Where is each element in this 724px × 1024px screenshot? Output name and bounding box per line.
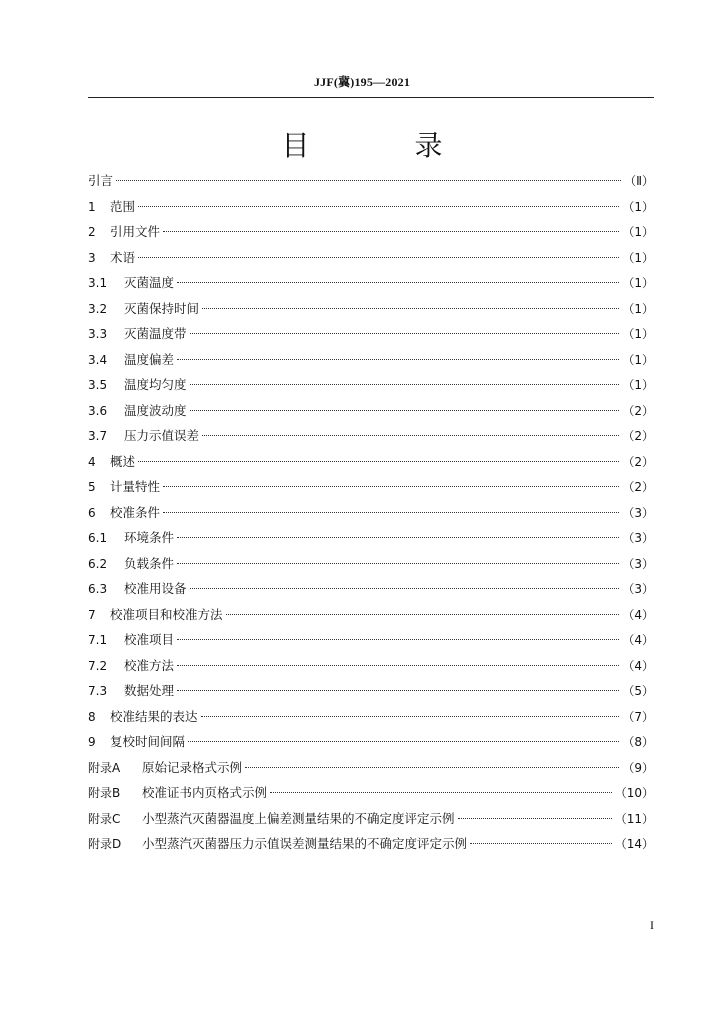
- toc-entry[interactable]: [88, 449, 654, 475]
- toc-entry[interactable]: [88, 729, 654, 755]
- dot-leader: [177, 563, 619, 564]
- dot-leader: [458, 818, 612, 819]
- dot-leader: [177, 639, 619, 640]
- toc-entry-title: 计量特性: [110, 479, 161, 494]
- toc-entry-number: 附录C: [88, 811, 121, 826]
- toc-entry-page: （2）: [622, 454, 654, 469]
- toc-entry-number: 6.3: [88, 582, 108, 596]
- toc-entry-title: 灭菌温度: [124, 275, 175, 290]
- toc-entry-title: 原始记录格式示例: [142, 759, 243, 775]
- toc-entry-page: （7）: [622, 709, 654, 724]
- toc-entry[interactable]: [88, 474, 654, 500]
- toc-entry-title: 术语: [110, 249, 136, 265]
- dot-leader: [163, 231, 619, 232]
- toc-entry-page: （1）: [622, 225, 654, 239]
- toc-entry-page: （8）: [622, 735, 654, 749]
- standard-code-header: JJF(冀)195—2021: [313, 75, 411, 89]
- dot-leader: [190, 333, 620, 334]
- toc-entry-number: 附录D: [88, 837, 122, 851]
- toc-entry-title: 压力示值误差: [124, 428, 200, 443]
- toc-entry-title: 复校时间间隔: [110, 734, 186, 749]
- page-number: I: [650, 918, 654, 932]
- toc-entry-page: （14）: [614, 837, 654, 851]
- dot-leader: [138, 257, 619, 258]
- toc-entry-title: 校准项目: [124, 632, 175, 647]
- toc-entry[interactable]: [88, 219, 654, 245]
- toc-entry-page: （Ⅱ）: [624, 174, 654, 188]
- toc-entry-number: 7.1: [88, 633, 108, 647]
- toc-entry-number: 7.3: [88, 684, 108, 698]
- toc-entry[interactable]: [88, 296, 654, 322]
- dot-leader: [177, 665, 619, 666]
- toc-entry[interactable]: [88, 831, 654, 857]
- toc-entry[interactable]: [88, 551, 654, 577]
- toc-entry-title: 范围: [110, 198, 136, 214]
- toc-entry[interactable]: [88, 780, 654, 806]
- toc-entry-number: 6: [88, 505, 96, 520]
- toc-entry-page: （1）: [622, 276, 654, 290]
- dot-leader: [177, 359, 619, 360]
- toc-entry[interactable]: [88, 500, 654, 526]
- toc-entry-title: 校准用设备: [124, 581, 187, 596]
- toc-entry-page: （5）: [622, 684, 654, 698]
- toc-title: 目 录: [281, 129, 491, 162]
- dot-leader: [190, 588, 620, 589]
- toc-entry-title: 校准项目和校准方法: [110, 606, 223, 622]
- toc-entry[interactable]: [88, 627, 654, 653]
- toc-entry-title: 温度偏差: [124, 351, 175, 367]
- toc-entry-number: 3.7: [88, 429, 108, 443]
- toc-entry-page: （3）: [622, 531, 654, 545]
- toc-entry-number: 7: [88, 607, 96, 622]
- toc-entry-number: 7.2: [88, 658, 108, 673]
- toc-entry-title: 温度波动度: [124, 402, 187, 418]
- toc-entry-number: 3.5: [88, 378, 108, 392]
- dot-leader: [177, 690, 619, 691]
- toc-entry[interactable]: [88, 270, 654, 296]
- dot-leader: [116, 180, 621, 181]
- toc-entry-title: 引言: [88, 173, 114, 188]
- dot-leader: [138, 206, 619, 207]
- dot-leader: [245, 767, 619, 768]
- toc-entry-number: 3.6: [88, 403, 108, 418]
- toc-entry[interactable]: [88, 372, 654, 398]
- toc-entry-title: 数据处理: [124, 683, 175, 698]
- toc-entry[interactable]: [88, 321, 654, 347]
- toc-entry[interactable]: [88, 245, 654, 271]
- dot-leader: [190, 384, 620, 385]
- toc-entry-page: （3）: [622, 582, 654, 596]
- toc-entry-page: （4）: [622, 633, 654, 647]
- toc-entry-number: 3: [88, 250, 96, 265]
- toc-entry[interactable]: [88, 525, 654, 551]
- toc-entry-page: （1）: [622, 301, 654, 316]
- toc-entry-title: 校准证书内页格式示例: [142, 785, 268, 800]
- dot-leader: [177, 282, 619, 283]
- toc-entry[interactable]: [88, 755, 654, 781]
- toc-entry-title: 灭菌温度带: [124, 326, 187, 341]
- toc-entry-number: 6.1: [88, 531, 108, 545]
- toc-entry-page: （1）: [622, 378, 654, 392]
- dot-leader: [202, 308, 619, 309]
- dot-leader: [190, 410, 620, 411]
- toc-entry-page: （4）: [622, 658, 654, 673]
- toc-entry-page: （3）: [622, 556, 654, 571]
- toc-entry-page: （2）: [622, 429, 654, 443]
- toc-entry-number: 附录B: [88, 786, 121, 800]
- toc-entry-page: （9）: [622, 760, 654, 775]
- toc-entry[interactable]: [88, 347, 654, 373]
- toc-entry-number: 3.3: [88, 327, 108, 341]
- toc-entry[interactable]: [88, 194, 654, 220]
- toc-entry-number: 6.2: [88, 556, 108, 571]
- table-of-contents: [88, 168, 654, 857]
- toc-entry-page: （10）: [614, 786, 654, 800]
- toc-entry-number: 3.1: [88, 276, 108, 290]
- dot-leader: [470, 843, 612, 844]
- toc-entry-number: 8: [88, 709, 96, 724]
- toc-entry-page: （1）: [622, 199, 654, 214]
- dot-leader: [177, 537, 619, 538]
- toc-entry[interactable]: [88, 576, 654, 602]
- toc-entry-number: 5: [88, 480, 96, 494]
- toc-entry-title: 小型蒸汽灭菌器压力示值误差测量结果的不确定度评定示例: [142, 836, 468, 851]
- toc-entry-title: 环境条件: [124, 530, 175, 545]
- toc-entry-number: 1: [88, 199, 96, 214]
- header-divider: [88, 97, 654, 98]
- toc-entry-page: （11）: [614, 811, 654, 826]
- toc-entry[interactable]: [88, 398, 654, 424]
- toc-entry-page: （4）: [622, 607, 654, 622]
- dot-leader: [163, 486, 619, 487]
- toc-entry-page: （2）: [622, 403, 654, 418]
- dot-leader: [163, 512, 619, 513]
- toc-entry-number: 4: [88, 454, 96, 469]
- toc-entry-page: （1）: [622, 352, 654, 367]
- toc-entry[interactable]: [88, 423, 654, 449]
- toc-entry-title: 校准结果的表达: [110, 708, 198, 724]
- toc-entry-page: （2）: [622, 480, 654, 494]
- toc-entry-number: 3.4: [88, 352, 108, 367]
- dot-leader: [270, 792, 612, 793]
- dot-leader: [226, 614, 620, 615]
- toc-entry-title: 校准方法: [124, 657, 175, 673]
- toc-entry-title: 概述: [110, 453, 136, 469]
- dot-leader: [188, 741, 619, 742]
- toc-entry-number: 3.2: [88, 301, 108, 316]
- toc-entry-number: 9: [88, 735, 96, 749]
- dot-leader: [201, 716, 620, 717]
- toc-entry-page: （3）: [622, 505, 654, 520]
- toc-entry-number: 2: [88, 225, 96, 239]
- toc-entry[interactable]: [88, 678, 654, 704]
- toc-entry[interactable]: [88, 602, 654, 628]
- toc-entry-number: 附录A: [88, 760, 121, 775]
- toc-entry-title: 校准条件: [110, 504, 161, 520]
- toc-entry[interactable]: [88, 704, 654, 730]
- toc-entry-title: 小型蒸汽灭菌器温度上偏差测量结果的不确定度评定示例: [142, 810, 455, 826]
- dot-leader: [202, 435, 619, 436]
- dot-leader: [138, 461, 619, 462]
- toc-entry[interactable]: [88, 168, 654, 194]
- toc-entry-title: 灭菌保持时间: [124, 300, 200, 316]
- toc-entry-page: （1）: [622, 250, 654, 265]
- toc-entry-title: 引用文件: [110, 224, 161, 239]
- toc-entry[interactable]: [88, 806, 654, 832]
- toc-entry[interactable]: [88, 653, 654, 679]
- toc-entry-title: 负载条件: [124, 555, 175, 571]
- toc-entry-title: 温度均匀度: [124, 377, 187, 392]
- toc-entry-page: （1）: [622, 327, 654, 341]
